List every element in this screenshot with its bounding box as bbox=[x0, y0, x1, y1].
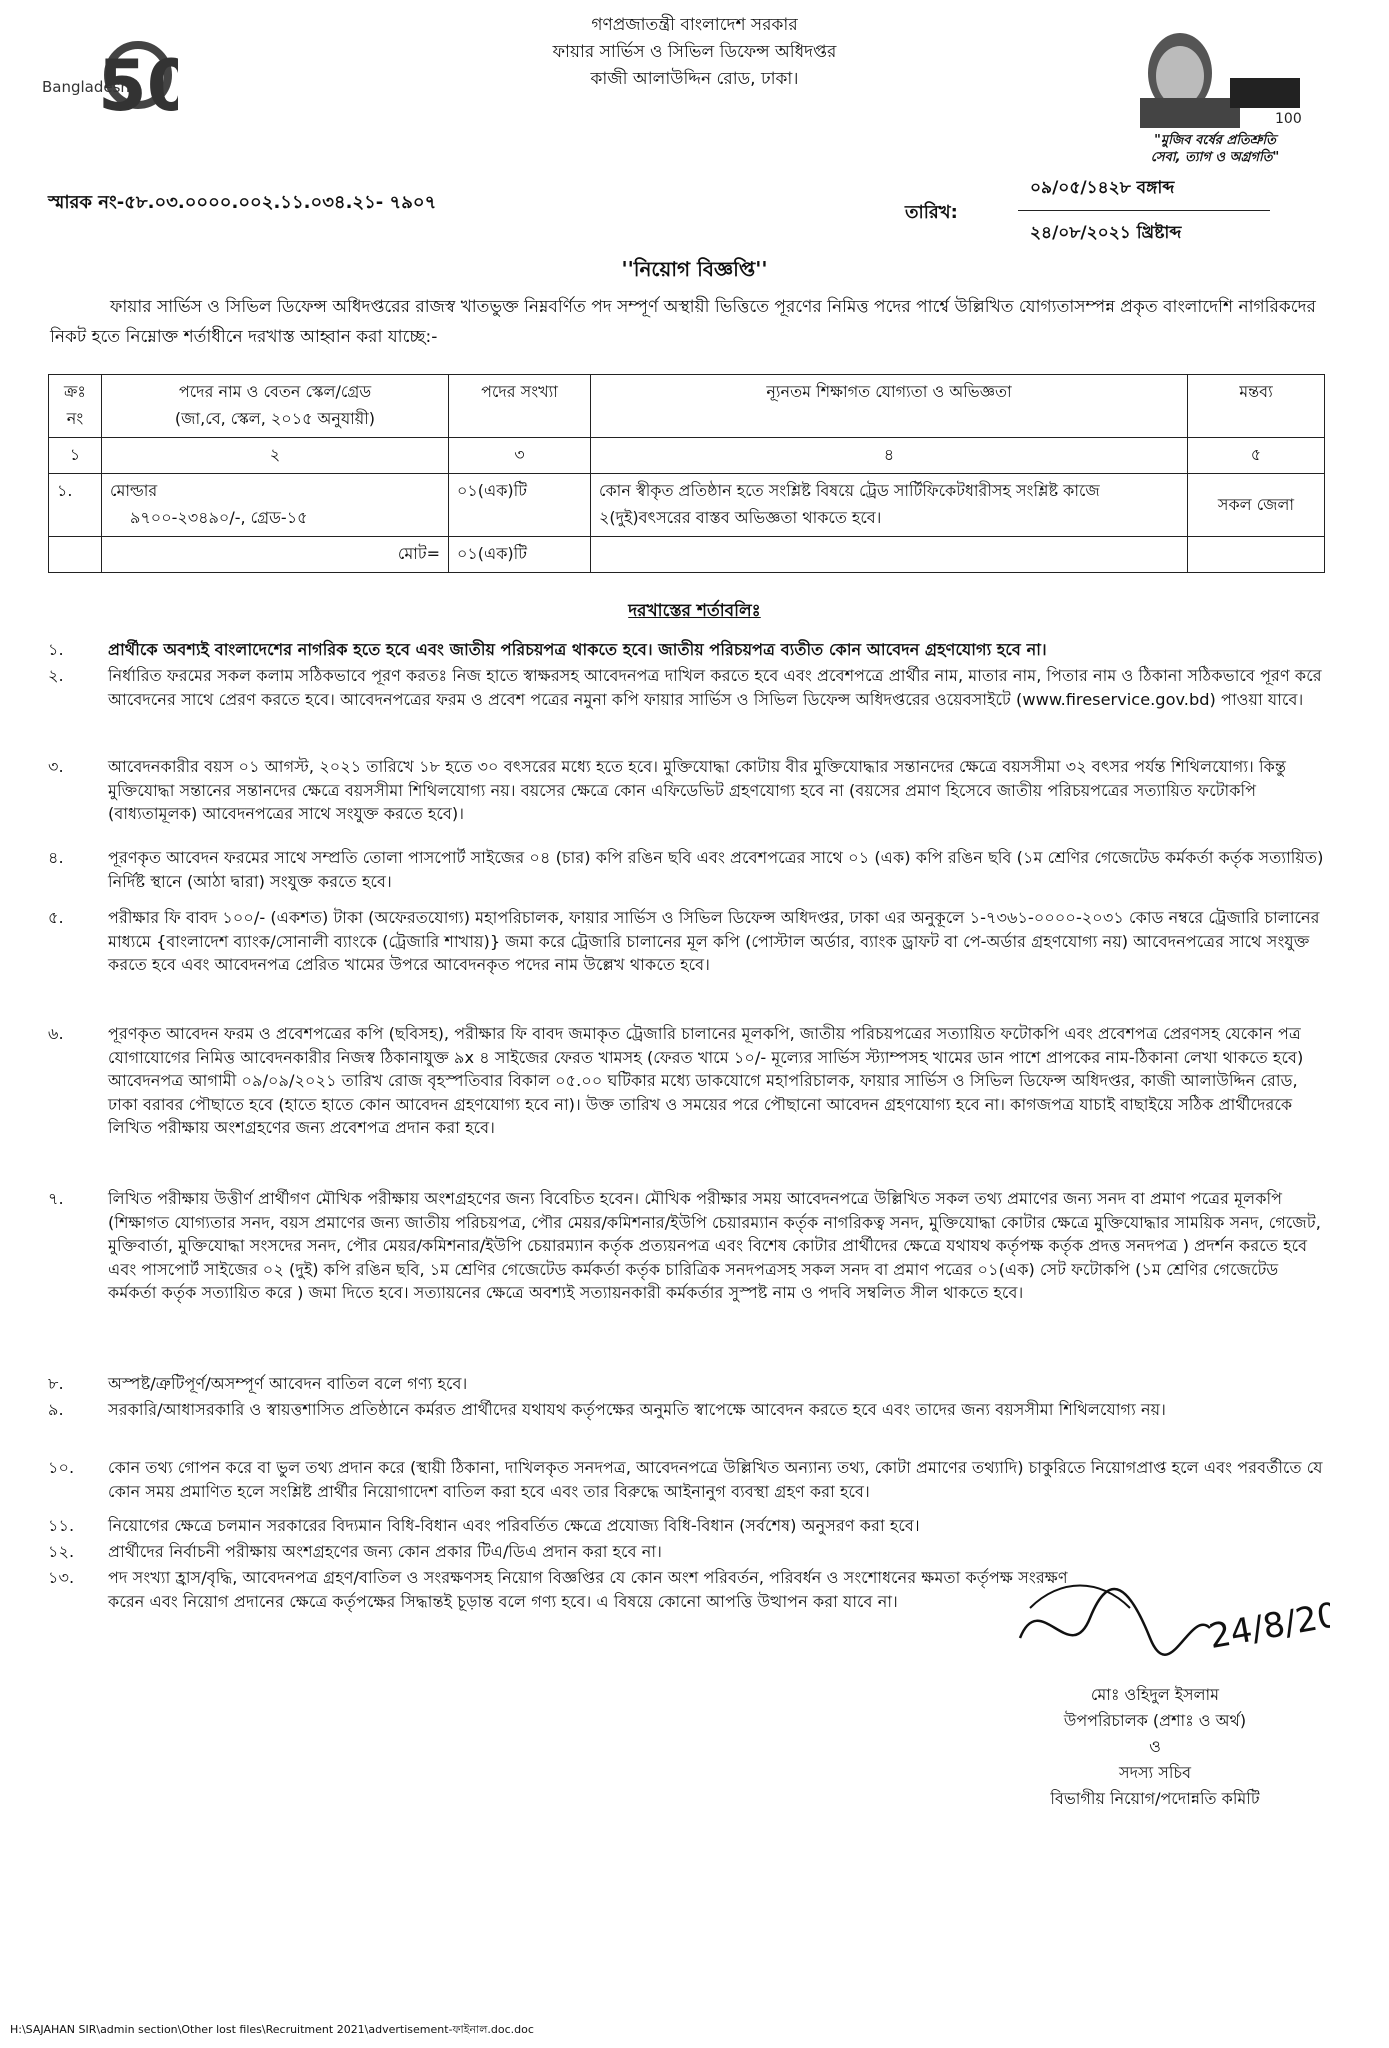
header-line-2: ফায়ার সার্ভিস ও সিভিল ডিফেন্স অধিদপ্তর bbox=[552, 42, 837, 62]
signature bbox=[1010, 1548, 1330, 1693]
col-number: ১ bbox=[49, 438, 102, 474]
col-number: ৫ bbox=[1188, 438, 1325, 474]
signatory-and: ও bbox=[1149, 1737, 1161, 1756]
table-header-row bbox=[49, 375, 1325, 438]
footer-file-path: H:\SAJAHAN SIR\admin section\Other lost files\Recruitment 2021\advertisement-ফাইনাল.doc.doc bbox=[10, 2023, 534, 2036]
row-post bbox=[102, 474, 449, 537]
date-bangla: ০৯/০৫/১৪২৮ বঙ্গাব্দ bbox=[1030, 178, 1175, 198]
row-sl: ১. bbox=[49, 474, 102, 537]
conditions-title: দরখাস্তের শর্তাবলিঃ bbox=[628, 601, 761, 621]
row-remarks: সকল জেলা bbox=[1188, 474, 1325, 537]
header-line-3: কাজী আলাউদ্দিন রোড, ঢাকা। bbox=[590, 69, 799, 89]
condition-text: পূরণকৃত আবেদন ফরমের সাথে সম্প্রতি তোলা পাসপোর্ট সাইজের ০৪ (চার) কপি রঙিন ছবি এবং প্রবেশপত্রের সাথে ০১ (এক) কপি রঙিন ছবি (১ম শ্রেণির গেজেটেড কর্মকর্তা কর্তৃক সত্যায়িত) নির্দিষ্ট স্থানে (আঠা দ্বারা) সংযুক্ত করতে হবে। bbox=[108, 848, 1324, 891]
condition-number: ১. bbox=[48, 640, 64, 659]
signature-scribble bbox=[1010, 1548, 1330, 1693]
header-sl: ক্রঃ নং bbox=[49, 375, 102, 438]
condition-text: নিয়োগের ক্ষেত্রে চলমান সরকারের বিদ্যমান বিধি-বিধান এবং পরিবর্তিত ক্ষেত্রে প্রযোজ্য বিধি-বিধান (সর্বশেষ) অনুসরণ করা হবে। bbox=[108, 1516, 920, 1535]
header-post-sub: (জা,বে, স্কেল, ২০১৫ অনুযায়ী) bbox=[174, 409, 376, 428]
bangladesh-50-logo bbox=[38, 20, 178, 120]
column-number-row bbox=[49, 438, 1325, 474]
condition-text: প্রার্থীকে অবশ্যই বাংলাদেশের নাগরিক হতে হবে এবং জাতীয় পরিচয়পত্র থাকতে হবে। জাতীয় পরিচয়পত্র ব্যতীত কোন আবেদন গ্রহণযোগ্য হবে না। bbox=[108, 640, 1047, 659]
col-number: ৩ bbox=[449, 438, 591, 474]
row-qualification: কোন স্বীকৃত প্রতিষ্ঠান হতে সংশ্লিষ্ট বিষয়ে ট্রেড সার্টিফিকেটধারীসহ সংশ্লিষ্ট কাজে ২(দুই)বৎসরের বাস্তব অভিজ্ঞতা থাকতে হবে। bbox=[591, 474, 1188, 537]
condition-number: ৬. bbox=[48, 1024, 64, 1043]
logo-number: 50 bbox=[98, 45, 178, 120]
condition-number: ৯. bbox=[48, 1400, 64, 1419]
date-english: ২৪/০৮/২০২১ খ্রিষ্টাব্দ bbox=[1030, 223, 1182, 243]
intro-paragraph: ফায়ার সার্ভিস ও সিভিল ডিফেন্স অধিদপ্তরের রাজস্ব খাতভুক্ত নিম্নবর্ণিত পদ সম্পূর্ণ অস্থায়ী ভিত্তিতে পূরণের নিমিত্ত পদের পার্শ্বে উল্লিখিত যোগ্যতাসম্পন্ন প্রকৃত বাংলাদেশি নাগরিকদের নিকট হতে নিম্নোক্ত শর্তাধীনে দরখাস্ত আহ্বান করা যাচ্ছে:- bbox=[50, 297, 1316, 347]
memo-number: স্মারক নং-৫৮.০৩.০০০০.০০২.১১.০৩৪.২১- ৭৯০৭ bbox=[48, 192, 437, 213]
condition-item bbox=[48, 1022, 1328, 1140]
mujib-caption-line-2: সেবা, ত্যাগ ও অগ্রগতি" bbox=[1150, 150, 1280, 165]
condition-item bbox=[48, 1187, 1328, 1305]
condition-text: পূরণকৃত আবেদন ফরম ও প্রবেশপত্রের কপি (ছবিসহ), পরীক্ষার ফি বাবদ জমাকৃত ট্রেজারি চালানের মূলকপি, জাতীয় পরিচয়পত্রের সত্যায়িত ফটোকপি এবং প্রবেশপত্র প্রেরণসহ যেকোন পত্র যোগাযোগের নিমিত্ত আবেদনকারীর নিজস্ব ঠিকানাযুক্ত ৯x ৪ সাইজের ফেরত খামসহ (ফেরত খামে ১০/- মূল্যের সার্ভিস স্ট্যাম্পসহ খামের ডান পাশে প্রাপকের নাম-ঠিকানা লেখা থাকতে হবে) আবেদনপত্র আগামী ০৯/০৯/২০২১ তারিখ রোজ বৃহস্পতিবার বিকাল ০৫.০০ ঘটিকার মধ্যে ডাকযোগে মহাপরিচালক, ফায়ার সার্ভিস ও সিভিল ডিফেন্স অধিদপ্তর, কাজী আলাউদ্দিন রোড, ঢাকা বরাবর পৌছাতে হবে (হাতে হাতে কোন আবেদন গ্রহণযোগ্য হবে না)। উক্ত তারিখ ও সময়ের পরে পৌছানো আবেদন গ্রহণযোগ্য হবে না। কাগজপত্র যাচাই বাছাইয়ে সঠিক প্রার্থীদেরকে লিখিত পরীক্ষায় অংশগ্রহণের জন্য প্রবেশপত্র প্রদান করা হবে। bbox=[108, 1024, 1304, 1137]
condition-item bbox=[48, 846, 1328, 893]
date-divider bbox=[1018, 210, 1270, 211]
condition-text: পরীক্ষার ফি বাবদ ১০০/- (একশত) টাকা (অফেরতযোগ্য) মহাপরিচালক, ফায়ার সার্ভিস ও সিভিল ডিফেন্স অধিদপ্তর, ঢাকা এর অনুকূলে ১-৭৩৬১-০০০০-২০৩১ কোড নম্বরে ট্রেজারি চালানের মাধ্যমে {বাংলাদেশ ব্যাংক/সোনালী ব্যাংকে (ট্রেজারি শাখায়)} জমা করে ট্রেজারি চালানের মূল কপি (পোস্টাল অর্ডার, ব্যাংক ড্রাফট বা পে-অর্ডার গ্রহণযোগ্য নয়) আবেদনপত্রের সাথে সংযুক্ত করতে হবে এবং আবেদনপত্র প্রেরিত খামের উপরে আবেদনকৃত পদের নাম উল্লেখ থাকতে হবে। bbox=[108, 908, 1320, 974]
condition-text: নির্ধারিত ফরমের সকল কলাম সঠিকভাবে পূরণ করতঃ নিজ হাতে স্বাক্ষরসহ আবেদনপত্র দাখিল করতে হবে এবং প্রবেশপত্রে প্রার্থীর নাম, মাতার নাম, পিতার নাম ও ঠিকানা সঠিকভাবে পূরণ করে আবেদনের সাথে প্রেরণ করতে হবে। আবেদনপত্রের ফরম ও প্রবেশ পত্রের নমুনা কপি ফায়ার সার্ভিস ও সিভিল ডিফেন্স অধিদপ্তরের ওয়েবসাইটে (www.fireservice.gov.bd) পাওয়া যাবে। bbox=[108, 666, 1322, 709]
row-count: ০১(এক)টি bbox=[449, 474, 591, 537]
signatory-name: মোঃ ওহিদুল ইসলাম bbox=[1090, 1685, 1220, 1704]
condition-item bbox=[48, 1456, 1328, 1503]
condition-text: লিখিত পরীক্ষায় উত্তীর্ণ প্রার্থীগণ মৌখিক পরীক্ষায় অংশগ্রহণের জন্য বিবেচিত হবেন। মৌখিক পরীক্ষার সময় আবেদনপত্রে উল্লিখিত সকল তথ্য প্রমাণের জন্য সনদ বা প্রমাণ পত্রের মূলকপি (শিক্ষাগত যোগ্যতার সনদ, বয়স প্রমাণের জন্য জাতীয় পরিচয়পত্র, পৌর মেয়র/কমিশনার/ইউপি চেয়ারম্যান কর্তৃক নাগরিকত্ব সনদ, মুক্তিযোদ্ধা কোটার ক্ষেত্রে মুক্তিযোদ্ধার সাময়িক সনদ, গেজেট, মুক্তিবার্তা, মুক্তিযোদ্ধা সংসদের সনদ, পৌর মেয়র/কমিশনার/ইউপি চেয়ারম্যান কর্তৃক প্রত্যয়নপত্র এবং বিশেষ কোটার প্রার্থীদের ক্ষেত্রে যথাযথ কর্তৃপক্ষ কর্তৃক প্রদত্ত সনদপত্র ) প্রদর্শন করতে হবে এবং পাসপোর্ট সাইজের ০২ (দুই) কপি রঙিন ছবি, ১ম শ্রেণির গেজেটেড কর্মকর্তা কর্তৃক চারিত্রিক সনদপত্রসহ সকল সনদ বা প্রমাণ পত্রের ০১(এক) সেট ফটোকপি (১ম শ্রেণির গেজেটেড কর্মকর্তা কর্তৃক সত্যায়িত করে ) জমা দিতে হবে। সত্যায়নের ক্ষেত্রে অবশ্যই সত্যায়নকারী কর্মকর্তার সুস্পষ্ট নাম ও পদবি সম্বলিত সীল থাকতে হবে। bbox=[108, 1189, 1321, 1302]
condition-item bbox=[48, 1514, 1328, 1538]
row-post-scale: ৯৭০০-২৩৪৯০/-, গ্রেড-১৫ bbox=[130, 508, 308, 527]
condition-number: ১২. bbox=[48, 1542, 75, 1561]
condition-number: ৩. bbox=[48, 757, 64, 776]
condition-number: ৮. bbox=[48, 1374, 64, 1393]
logo-50-graphic bbox=[38, 20, 178, 120]
header-qualification: ন্যূনতম শিক্ষাগত যোগ্যতা ও অভিজ্ঞতা bbox=[591, 375, 1188, 438]
condition-text: অস্পষ্ট/ত্রুটিপূর্ণ/অসম্পূর্ণ আবেদন বাতিল বলে গণ্য হবে। bbox=[108, 1374, 468, 1393]
table-row bbox=[49, 474, 1325, 537]
condition-item bbox=[48, 664, 1328, 711]
mujib-100-logo bbox=[1110, 18, 1320, 168]
mujib-caption-line-1: "মুজিব বর্ষের প্রতিশ্রুতি bbox=[1154, 133, 1276, 148]
condition-item bbox=[48, 1398, 1328, 1422]
row-post-name: মোল্ডার bbox=[110, 481, 158, 500]
header-line-1: গণপ্রজাতন্ত্রী বাংলাদেশ সরকার bbox=[591, 15, 798, 35]
header-count: পদের সংখ্যা bbox=[449, 375, 591, 438]
condition-number: ৫. bbox=[48, 908, 64, 927]
condition-item bbox=[48, 638, 1328, 662]
signature-block bbox=[990, 1682, 1320, 1812]
svg-text:100: 100 bbox=[1275, 111, 1302, 127]
header-post-label: পদের নাম ও বেতন স্কেল/গ্রেড bbox=[178, 382, 372, 401]
condition-text: পদ সংখ্যা হ্রাস/বৃদ্ধি, আবেদনপত্র গ্রহণ/বাতিল ও সংরক্ষণসহ নিয়োগ বিজ্ঞপ্তির যে কোন অংশ পরিবর্তন, পরিবর্ধন ও সংশোধনের ক্ষমতা কর্তৃপক্ষ সংরক্ষণ করেন এবং নিয়োগ প্রদানের ক্ষেত্রে কর্তৃপক্ষের সিদ্ধান্তই চূড়ান্ত বলে গণ্য হবে। এ বিষয়ে কোনো আপত্তি উত্থাপন করা যাবে না। bbox=[108, 1568, 1068, 1611]
header-post bbox=[102, 375, 449, 438]
condition-number: ২. bbox=[48, 666, 64, 685]
condition-number: ৭. bbox=[48, 1189, 64, 1208]
signature-date: 24/8/2021 bbox=[1205, 1587, 1330, 1657]
col-number: ২ bbox=[102, 438, 449, 474]
condition-item bbox=[48, 1372, 1328, 1396]
condition-text: কোন তথ্য গোপন করে বা ভুল তথ্য প্রদান করে (স্থায়ী ঠিকানা, দাখিলকৃত সনদপত্র, আবেদনপত্রে উল্লিখিত অন্যান্য তথ্য, কোটা প্রমাণের তথ্যাদি) চাকুরিতে নিয়োগপ্রাপ্ত হলে এবং পরবর্তীতে যে কোন সময় প্রমাণিত হলে সংশ্লিষ্ট প্রার্থীর নিয়োগাদেশ বাতিল করা হবে এবং তার বিরুদ্ধে আইনানুগ ব্যবস্থা গ্রহণ করা হবে। bbox=[108, 1458, 1323, 1501]
posts-table bbox=[48, 374, 1325, 573]
total-row bbox=[49, 537, 1325, 573]
condition-text: সরকারি/আধাসরকারি ও স্বায়ত্তশাসিত প্রতিষ্ঠানে কর্মরত প্রার্থীদের যথাযথ কর্তৃপক্ষের অনুমতি স্বাপেক্ষে আবেদন করতে হবে এবং তাদের জন্য বয়সসীমা শিথিলযোগ্য নয়। bbox=[108, 1400, 1166, 1419]
signatory-designation: উপপরিচালক (প্রশাঃ ও অর্থ) bbox=[1063, 1711, 1247, 1730]
col-number: ৪ bbox=[591, 438, 1188, 474]
condition-number: ১১. bbox=[48, 1516, 75, 1535]
page-title: ''নিয়োগ বিজ্ঞপ্তি'' bbox=[621, 257, 768, 281]
mujib-portrait-graphic bbox=[1110, 18, 1320, 128]
mujib-caption bbox=[1110, 132, 1320, 166]
header-remarks: মন্তব্য bbox=[1188, 375, 1325, 438]
logo-text: Bangladesh bbox=[42, 78, 130, 96]
condition-number: ১৩. bbox=[48, 1568, 75, 1587]
signatory-committee: বিভাগীয় নিয়োগ/পদোন্নতি কমিটি bbox=[1050, 1789, 1260, 1808]
condition-item bbox=[48, 755, 1328, 826]
date-label: তারিখ: bbox=[905, 202, 958, 223]
total-label: মোট= bbox=[102, 537, 449, 573]
condition-number: ১০. bbox=[48, 1458, 75, 1477]
signatory-role: সদস্য সচিব bbox=[1119, 1763, 1191, 1782]
total-value: ০১(এক)টি bbox=[449, 537, 591, 573]
condition-text: প্রার্থীদের নির্বাচনী পরীক্ষায় অংশগ্রহণের জন্য কোন প্রকার টিএ/ডিএ প্রদান করা হবে না। bbox=[108, 1542, 662, 1561]
condition-number: ৪. bbox=[48, 848, 64, 867]
condition-item bbox=[48, 906, 1328, 977]
condition-text: আবেদনকারীর বয়স ০১ আগস্ট, ২০২১ তারিখে ১৮ হতে ৩০ বৎসরের মধ্যে হতে হবে। মুক্তিযোদ্ধা কোটায় বীর মুক্তিযোদ্ধার সন্তানদের ক্ষেত্রে বয়সসীমা ৩২ বৎসর পর্যন্ত শিথিলযোগ্য। কিন্তু মুক্তিযোদ্ধা সন্তানের সন্তানদের ক্ষেত্রে বয়সসীমা শিথিলযোগ্য নয়। বয়সের ক্ষেত্রে কোন এফিডেভিট গ্রহণযোগ্য হবে না (বয়সের প্রমাণ হিসেবে জাতীয় পরিচয়পত্রের সত্যায়িত ফটোকপি (বাধ্যতামূলক) আবেদনপত্রের সাথে সংযুক্ত করতে হবে)। bbox=[108, 757, 1287, 823]
